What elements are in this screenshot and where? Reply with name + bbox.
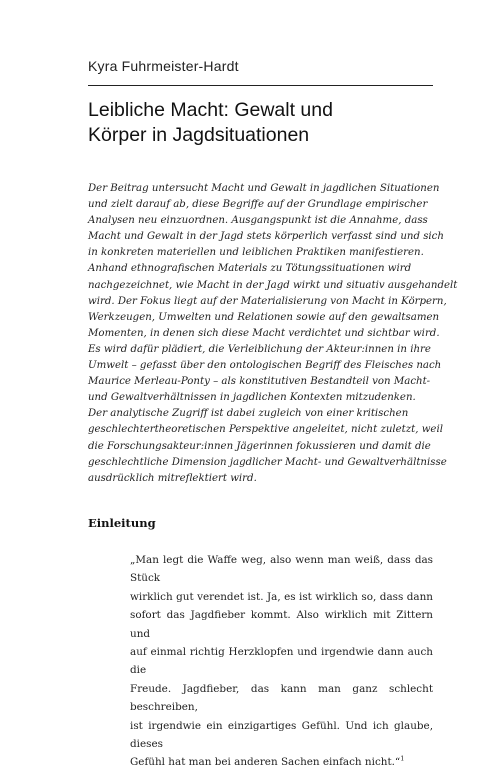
abstract-line: und zielt darauf ab, diese Begriffe auf der Grundlage empirischer [88,199,428,211]
abstract-line: Maurice Merleau-Ponty – als konstitutiven Bestandteil von Macht- [88,376,431,388]
quote-line: ist irgendwie ein einzigartiges Gefühl. Und ich glaube, dieses [130,719,433,751]
abstract-line: Werkzeugen, Umwelten und Relationen sowie auf den gewaltsamen [88,311,440,323]
author-name: Kyra Fuhrmeister-Hardt [88,58,239,74]
abstract-line: Anhand ethnografischen Materials zu Tötungssituationen wird [88,263,412,275]
quote-line: sofort das Jagdfieber kommt. Also wirklich mit Zittern und [130,609,433,640]
abstract-line: und Gewaltverhältnissen in jagdlichen Kontexten mitzudenken. [88,392,416,404]
abstract-line: Momenten, in denen sich diese Macht verdichtet und sichtbar wird. [88,327,440,339]
abstract-line: geschlechtliche Dimension jagdlicher Macht- und Gewaltverhältnisse [88,456,447,468]
abstract-line: wird. Der Fokus liegt auf der Materialisierung von Macht in Körpern, [88,295,447,307]
quote-line-last [130,753,433,771]
abstract-line: Macht und Gewalt in der Jagd stets körperlich verfasst sind und sich [88,231,444,243]
abstract [88,181,458,487]
abstract-line: Es wird dafür plädiert, die Verleiblichung der Akteur:innen in ihre [88,343,431,355]
header-rule [88,85,433,86]
abstract-line: geschlechtertheoretischen Perspektive angeleitet, nicht zuletzt, weil [88,424,443,436]
quote-line: wirklich gut verendet ist. Ja, es ist wirklich so, dass dann [130,590,433,603]
quote-line: Gefühl hat man bei anderen Sachen einfach nicht.“ [130,756,401,769]
article-title [88,98,433,148]
block-quote [130,551,433,772]
footnote-marker[interactable]: 1 [400,755,405,763]
abstract-line: in konkreten materiellen und leiblichen Praktiken manifestieren. [88,247,424,259]
title-line: Leibliche Macht: Gewalt und [88,99,333,121]
title-line: Körper in Jagdsituationen [88,124,310,146]
abstract-line: Der Beitrag untersucht Macht und Gewalt in jagdlichen Situationen [88,183,440,194]
abstract-line: ausdrücklich mitreflektiert wird. [88,472,257,484]
quote-line: Freude. Jagdfieber, das kann man ganz schlecht beschreiben, [130,682,433,714]
abstract-line: Umwelt – gefasst über den ontologischen Begriff des Fleisches nach [88,360,442,372]
quote-line: auf einmal richtig Herzklopfen und irgendwie dann auch die [130,646,433,677]
abstract-line: nachgezeichnet, wie Macht in der Jagd wirkt und situativ ausgehandelt [88,279,458,291]
quote-line: „Man legt die Waffe weg, also wenn man weiß, dass das Stück [130,554,433,585]
abstract-line: die Forschungsakteur:innen Jägerinnen fokussieren und damit die [88,440,431,452]
section-heading: Einleitung [88,516,156,530]
abstract-line: Analysen neu einzuordnen. Ausgangspunkt ist die Annahme, dass [88,215,428,227]
abstract-line: Der analytische Zugriff ist dabei zugleich von einer kritischen [88,408,409,420]
